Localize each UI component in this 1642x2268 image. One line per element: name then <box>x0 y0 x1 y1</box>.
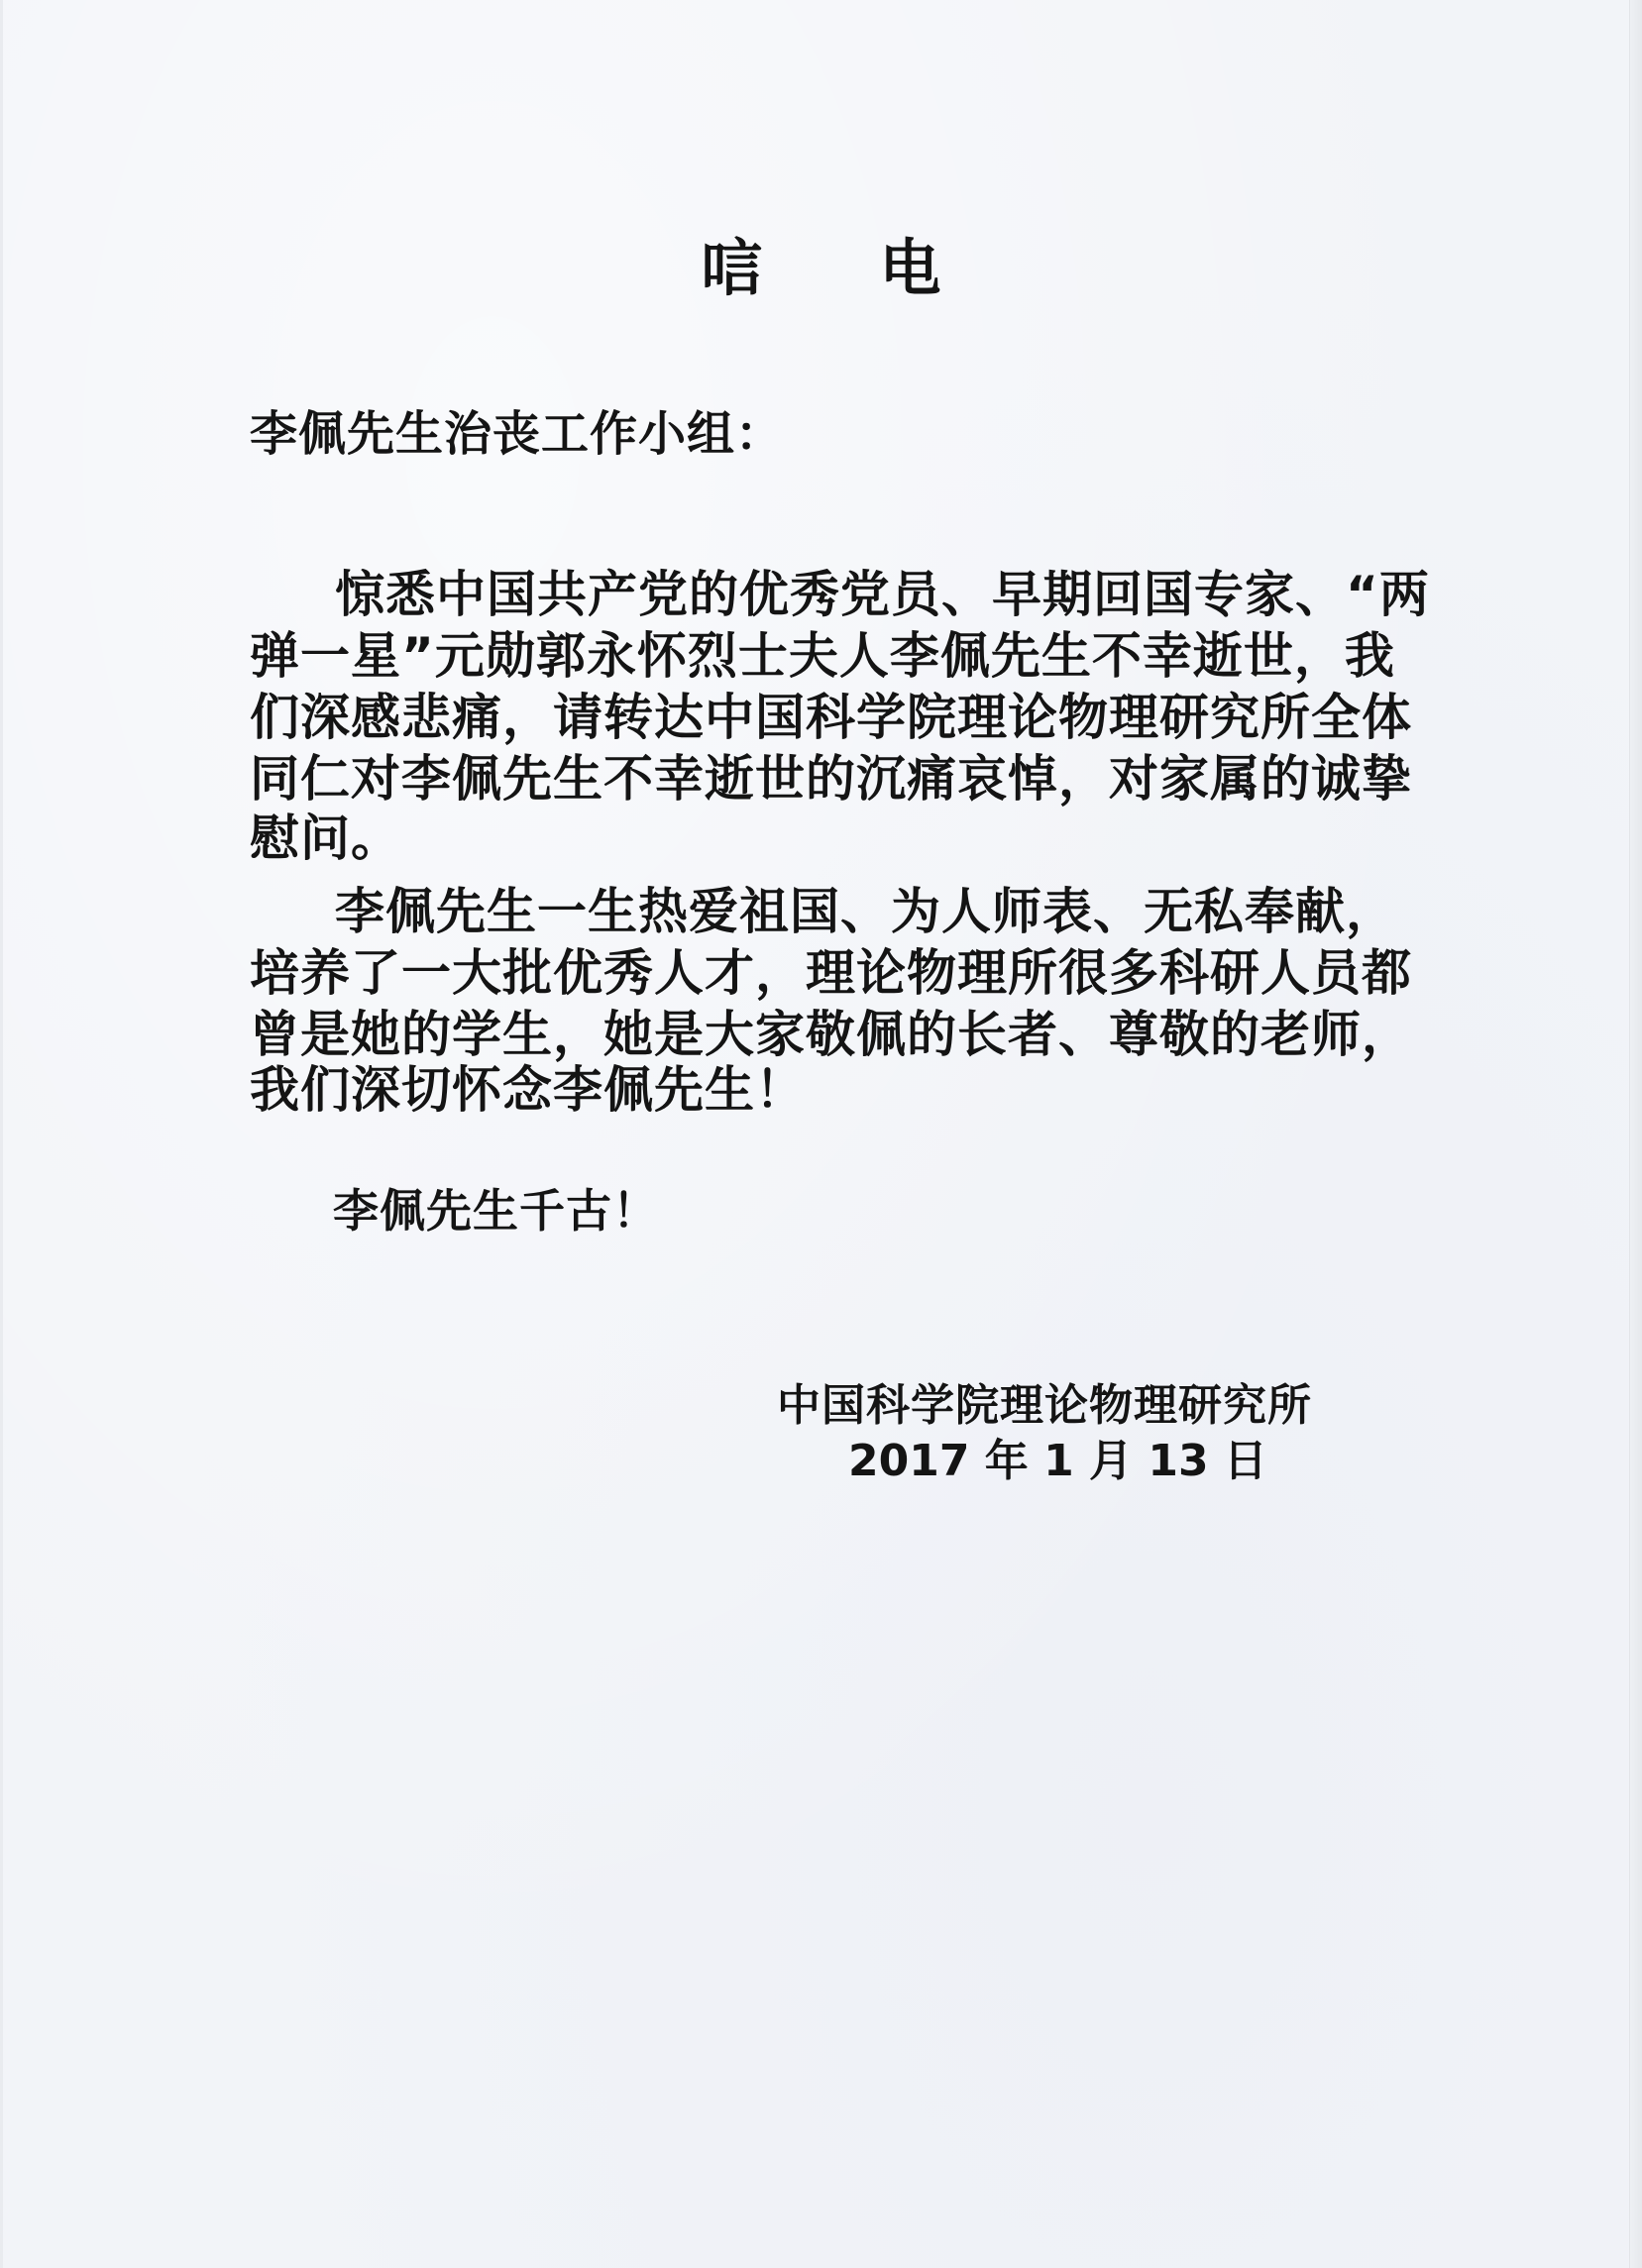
page-right-edge <box>1629 0 1642 2268</box>
salutation: 李佩先生治丧工作小组： <box>250 406 785 462</box>
paragraph-1-line-1: 惊悉中国共产党的优秀党员、早期回国专家、“两 <box>335 566 1430 623</box>
paragraph-1-line-5: 慰问。 <box>250 810 401 867</box>
title-char-1: 唁 <box>701 232 763 304</box>
closing-line: 李佩先生千古！ <box>333 1184 659 1238</box>
title-char-2: 电 <box>879 232 941 304</box>
paragraph-2-line-3: 曾是她的学生，她是大家敬佩的长者、尊敬的老师， <box>250 1006 1412 1063</box>
signature-date: 2017 年 1 月 13 日 <box>848 1436 1267 1486</box>
paragraph-1-line-3: 们深感悲痛，请转达中国科学院理论物理研究所全体 <box>250 689 1412 746</box>
signature-organization: 中国科学院理论物理研究所 <box>777 1380 1312 1431</box>
paragraph-2-line-4: 我们深切怀念李佩先生！ <box>250 1061 806 1119</box>
paragraph-2-line-1: 李佩先生一生热爱祖国、为人师表、无私奉献， <box>335 883 1396 940</box>
document-title <box>0 234 1642 303</box>
page-left-edge <box>0 0 3 2268</box>
paragraph-1-line-2: 弹一星”元勋郭永怀烈士夫人李佩先生不幸逝世，我 <box>250 627 1395 685</box>
paragraph-2-line-2: 培养了一大批优秀人才，理论物理所很多科研人员都 <box>250 944 1412 1002</box>
paragraph-1-line-4: 同仁对李佩先生不幸逝世的沉痛哀悼，对家属的诚挚 <box>250 750 1412 808</box>
